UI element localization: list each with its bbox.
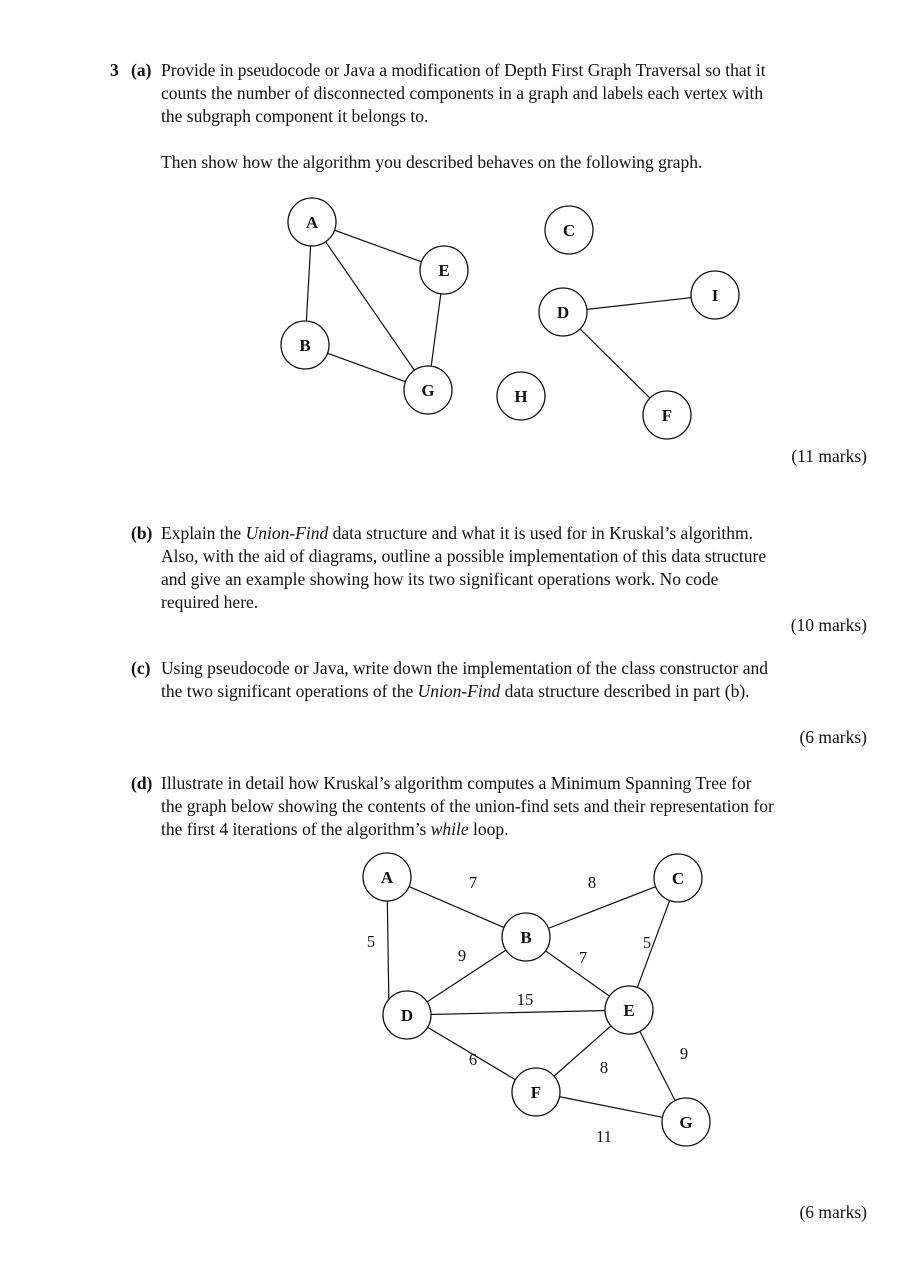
graph-2-weight-b-c: 8	[587, 873, 597, 892]
graph-2-edge-d-e	[407, 1010, 629, 1015]
graph-1-label-e: E	[438, 261, 450, 280]
graph-2-label-b: B	[520, 928, 532, 947]
graph-1-label-a: A	[305, 213, 319, 232]
part-a-marks: (11 marks)	[791, 446, 867, 466]
question-number: 3	[110, 60, 119, 80]
graph-2-weight-f-g: 11	[596, 1127, 612, 1146]
part-a-line-2: counts the number of disconnected components in a graph and labels each vertex with	[161, 83, 764, 103]
graph-1-label-f: F	[661, 406, 673, 425]
part-c-marks: (6 marks)	[799, 727, 867, 747]
graph-2-weight-b-e: 7	[578, 948, 588, 967]
graph-1-label-b: B	[299, 336, 311, 355]
graph-2-label-c: C	[671, 869, 685, 888]
part-d-label: (d)	[131, 773, 153, 793]
graph-1-label-h: H	[514, 387, 528, 406]
graph-2-weight-a-d: 5	[366, 932, 376, 951]
graph-1-label-d: D	[556, 303, 570, 322]
part-a-line-3: the subgraph component it belongs to.	[161, 106, 429, 126]
part-d-line-1: Illustrate in detail how Kruskal’s algorithm computes a Minimum Spanning Tree for	[161, 773, 752, 793]
graph-1-edge-a-g	[312, 222, 428, 390]
graph-2-label-d: D	[400, 1006, 414, 1025]
part-a-line-4: Then show how the algorithm you described behaves on the following graph.	[161, 152, 703, 172]
part-b-line-2: Also, with the aid of diagrams, outline a possible implementation of this data structure	[161, 546, 767, 566]
part-b-line-4: required here.	[161, 592, 259, 612]
part-b-marks: (10 marks)	[790, 615, 867, 635]
part-b-label: (b)	[131, 523, 153, 543]
part-b-line-1: Explain the Union-Find data structure and what it is used for in Kruskal’s algorithm.	[161, 523, 753, 543]
graph-2-weight-d-f: 6	[468, 1050, 478, 1069]
graph-2-label-e: E	[623, 1001, 635, 1020]
graph-2-weight-e-g: 9	[679, 1044, 689, 1063]
graph-1-label-g: G	[421, 381, 435, 400]
graph-2-weight-b-d: 9	[457, 946, 467, 965]
part-b-line-3: and give an example showing how its two significant operations work. No code	[161, 569, 719, 589]
graph-2-label-g: G	[679, 1113, 693, 1132]
graph-1-label-i: I	[711, 286, 719, 305]
graph-2-weight-e-f: 8	[599, 1058, 609, 1077]
part-a-line-1: Provide in pseudocode or Java a modification of Depth First Graph Traversal so that it	[161, 60, 766, 80]
part-c-label: (c)	[131, 658, 151, 678]
graph-2-label-f: F	[530, 1083, 542, 1102]
part-c-line-2: the two significant operations of the Union-Find data structure described in part (b).	[161, 681, 750, 701]
part-a-label: (a)	[131, 60, 152, 80]
graph-2-weight-c-e: 5	[642, 933, 652, 952]
part-d-line-2: the graph below showing the contents of the union-find sets and their representation for	[161, 796, 774, 816]
graph-2-label-a: A	[380, 868, 394, 887]
part-d-line-3: the first 4 iterations of the algorithm’s while loop.	[161, 819, 509, 839]
graph-1-label-c: C	[562, 221, 576, 240]
graph-2-weight-a-b: 7	[468, 873, 478, 892]
part-c-line-1: Using pseudocode or Java, write down the implementation of the class constructor and	[161, 658, 768, 678]
part-d-marks: (6 marks)	[799, 1202, 867, 1222]
graph-2-weight-d-e: 15	[516, 990, 534, 1009]
